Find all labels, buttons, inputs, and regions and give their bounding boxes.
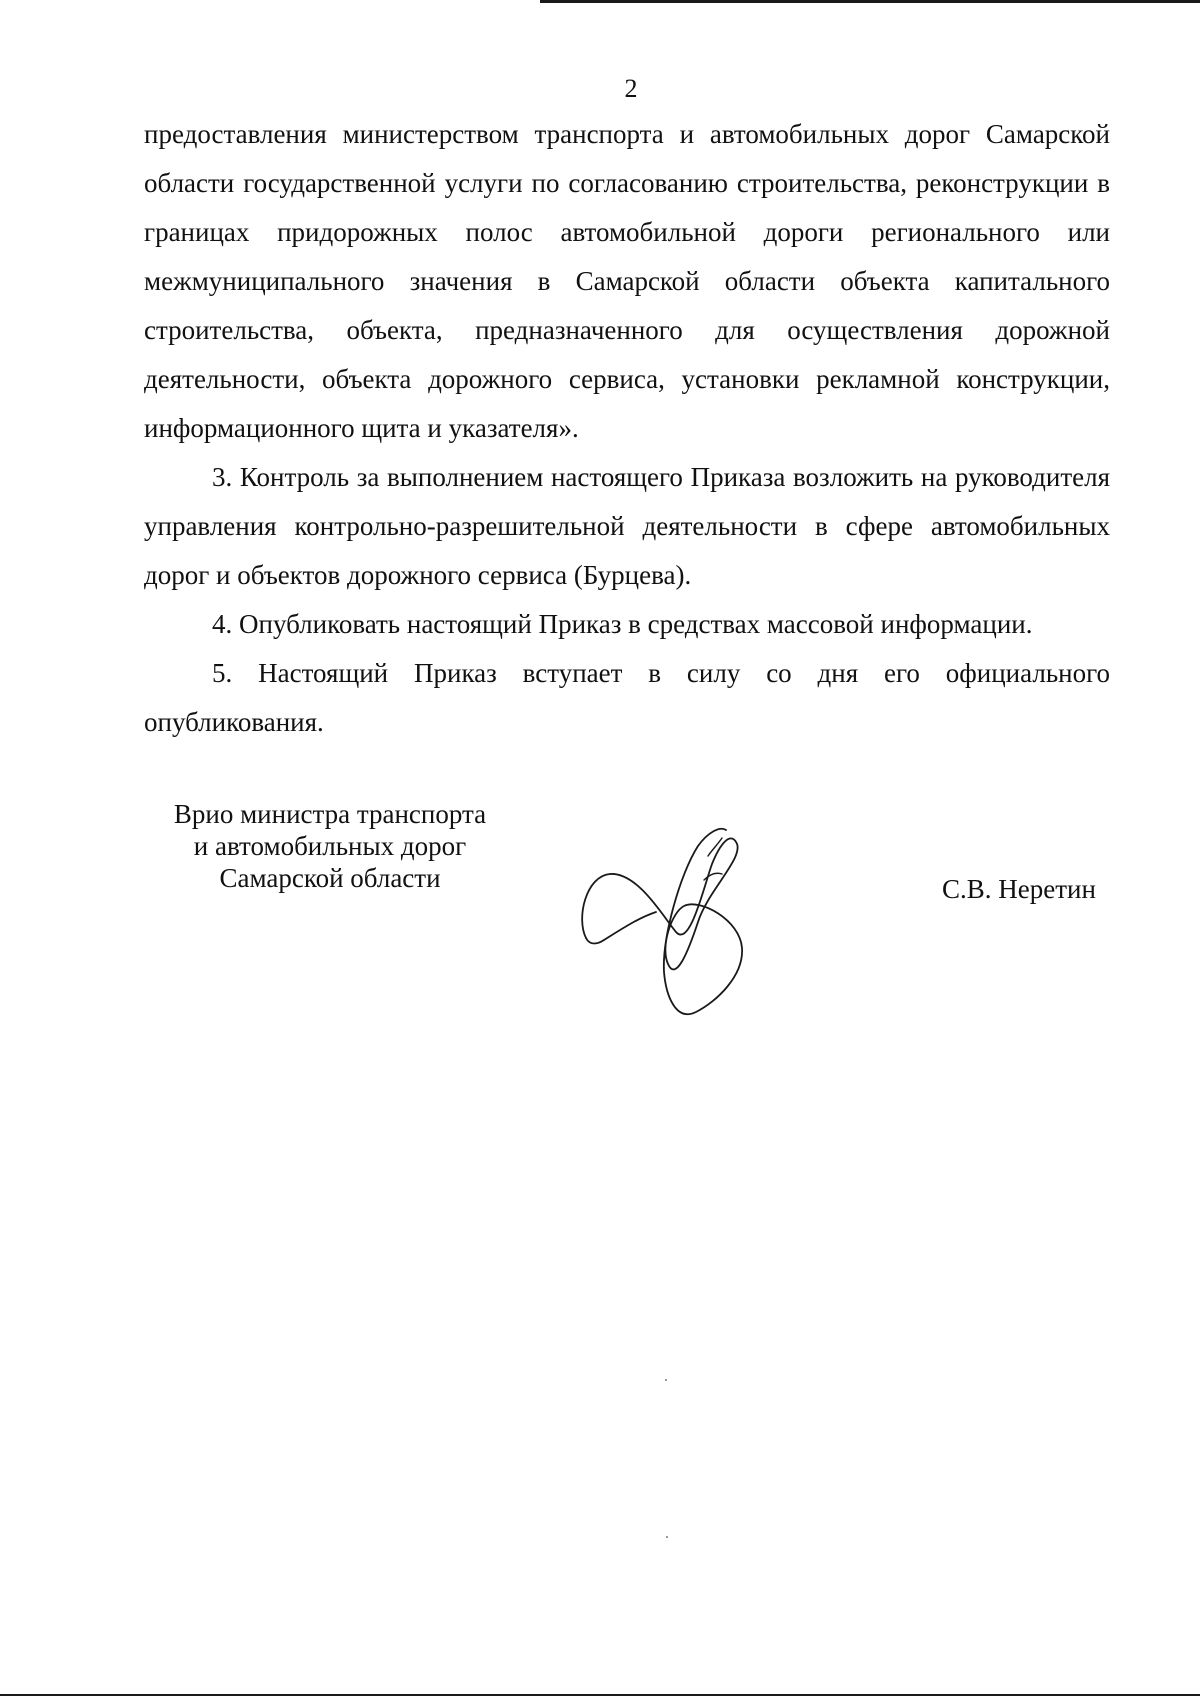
paragraph-item-4: 4. Опубликовать настоящий Приказ в средствах массовой информации. (212, 609, 1033, 639)
document-body (144, 110, 1110, 747)
scan-speck (665, 1379, 667, 1381)
paragraph-item-5: 5. Настоящий Приказ вступает в силу со дня его официального опубликования. (144, 658, 1110, 737)
paragraph-continuation: предоставления министерством транспорта и автомобильных дорог Самарской области государственной услуги по согласованию строительства, реконструкции в границах придорожных полос автомобильной дороги регионального или межмуниципального значения в Самарской области объекта капитального строительства, объекта, предназначенного для осуществления дорожной деятельности, объекта дорожного сервиса, установки рекламной конструкции, информационного щита и указателя». (144, 119, 1110, 443)
signatory-title-line: Врио министра транспорта (173, 799, 487, 829)
paragraph-item-3: 3. Контроль за выполнением настоящего Приказа возложить на руководителя управления контрольно-разрешительной деятельности в сфере автомобильных дорог и объектов дорожного сервиса (Бурцева). (144, 462, 1110, 590)
scan-speck (666, 1536, 668, 1538)
signatory-title (150, 798, 510, 894)
scan-border-bottom (0, 1694, 1200, 1696)
signatory-name: С.В. Неретин (942, 874, 1096, 904)
handwritten-signature (580, 826, 780, 1016)
signatory-title-line: и автомобильных дорог (193, 831, 467, 861)
scan-border-top (540, 0, 1200, 3)
page-number: 2 (624, 74, 638, 103)
signatory-title-line: Самарской области (219, 863, 441, 893)
